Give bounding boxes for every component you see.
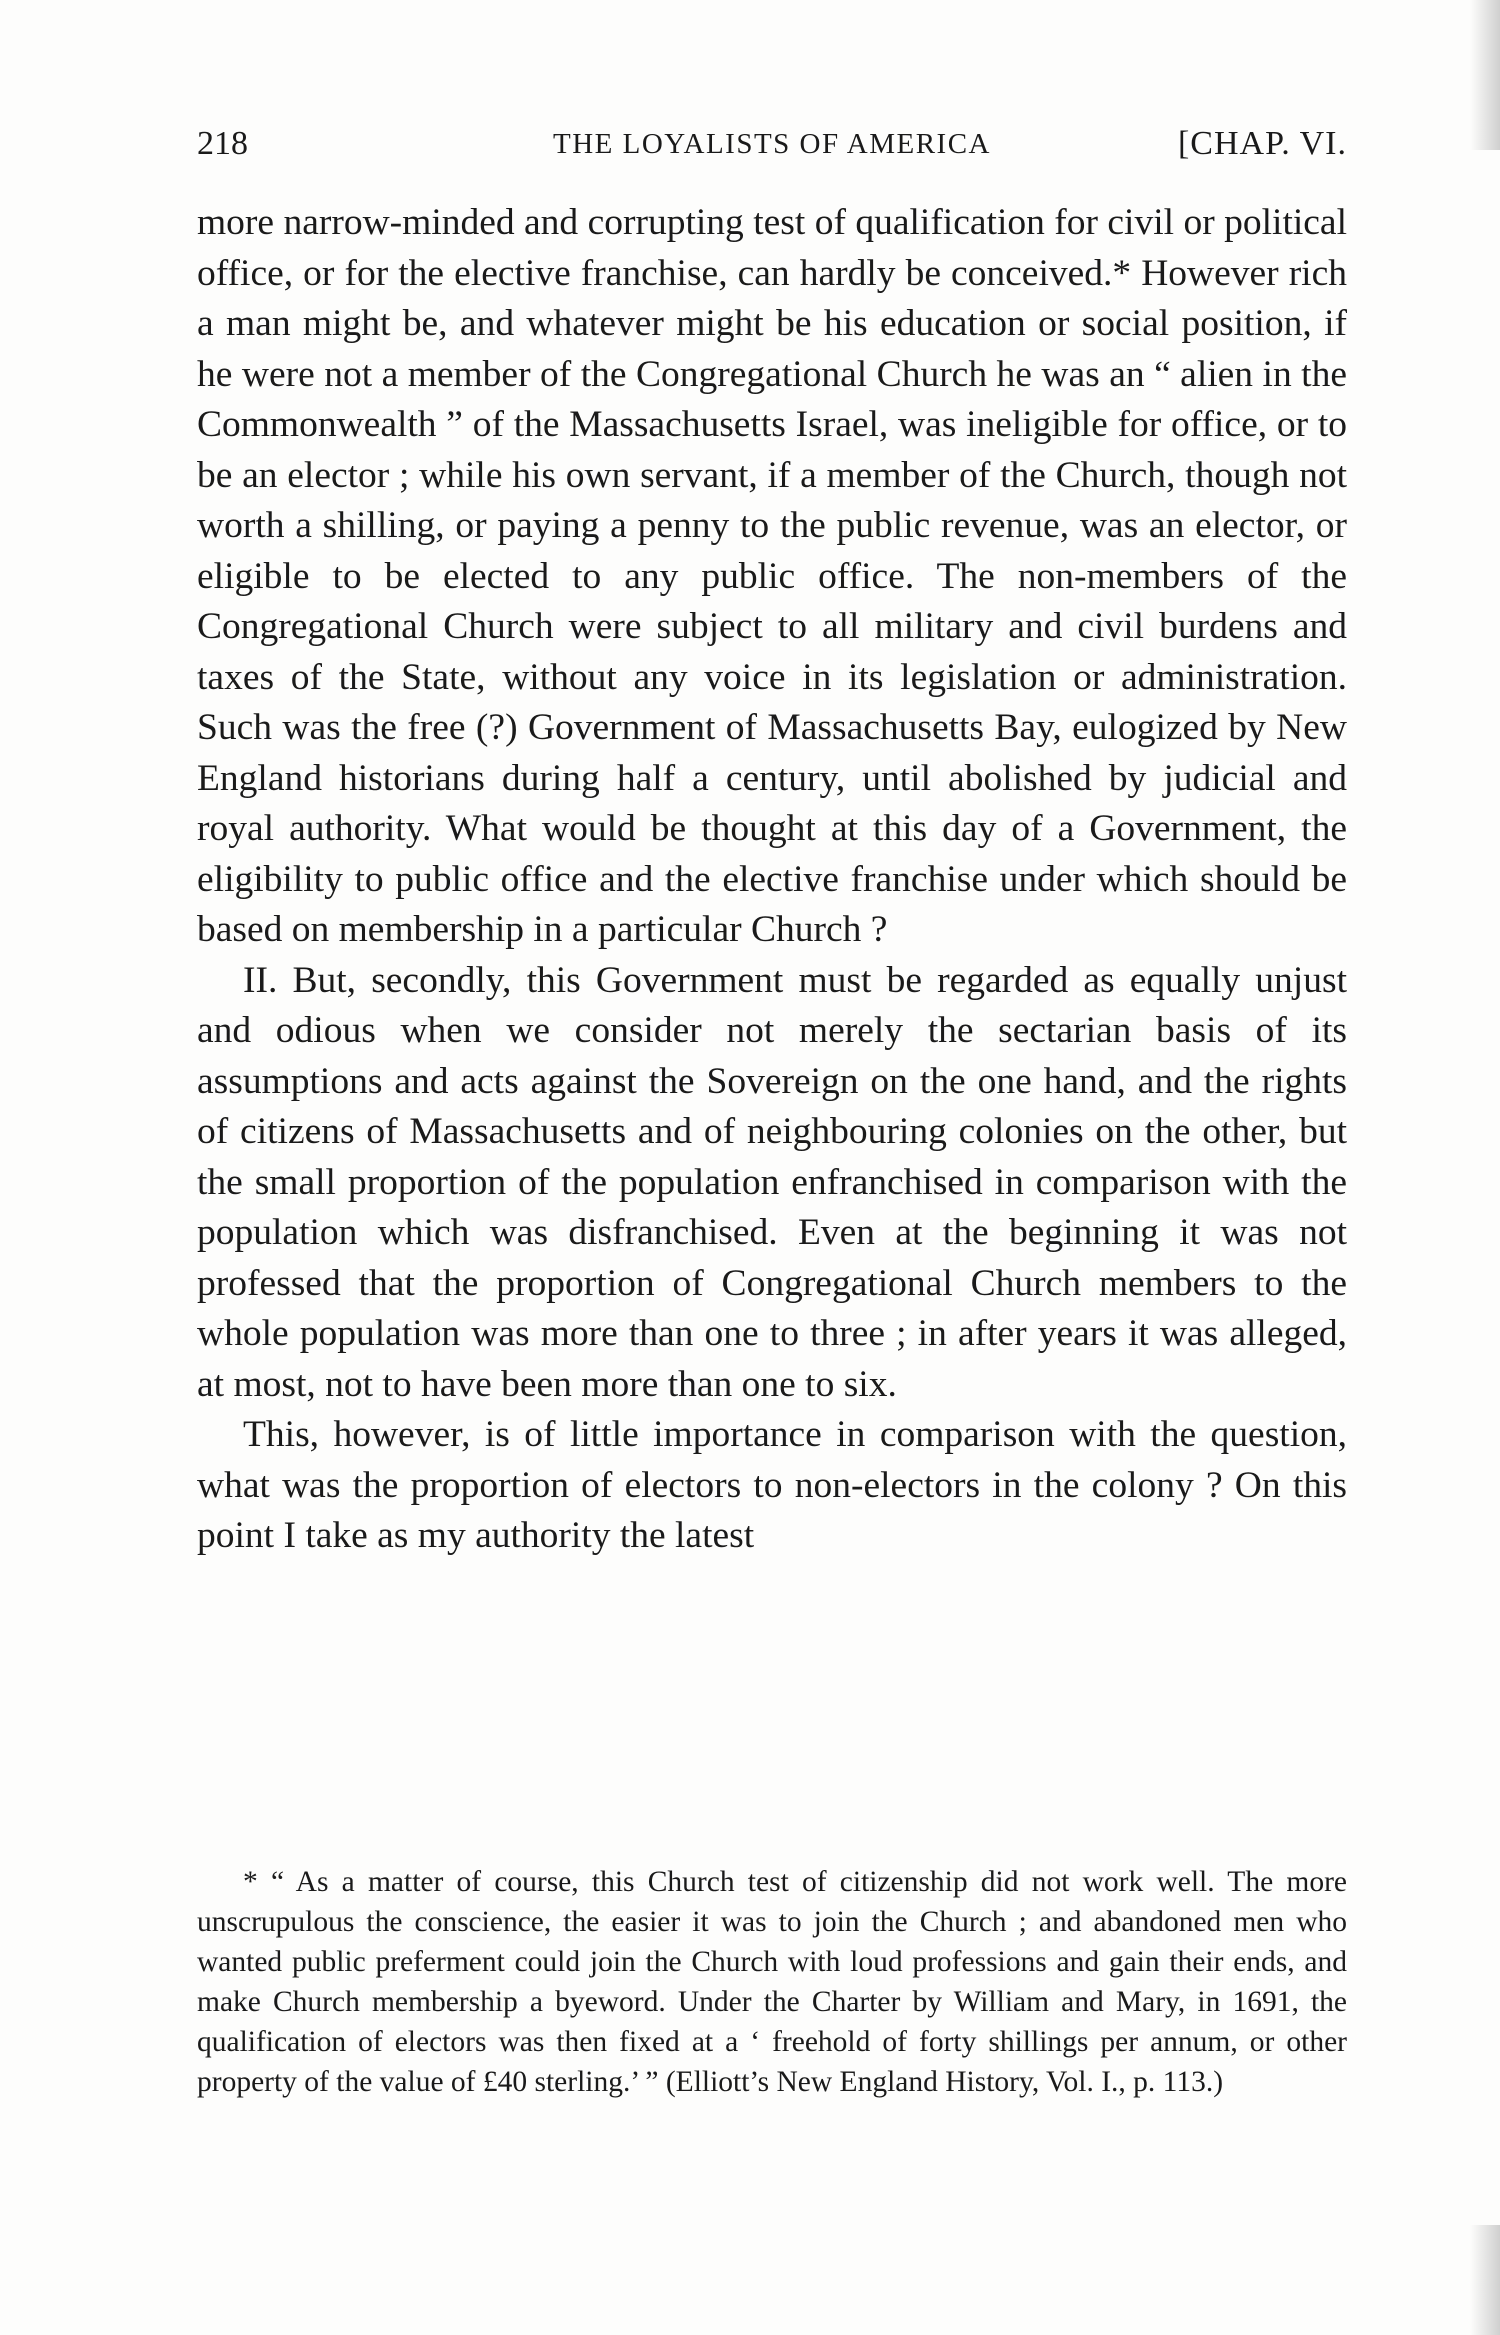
paragraph-1: more narrow-minded and corrupting test of qualification for civil or political office, or for the elective franchise, can hardly be conceived.* However rich a man might be, and whatever might be his education or social position, if he were not a member of the Congregational Church he was an “ alien in the Commonwealth ” of the Massachusetts Israel, was ineligible for office, or to be an elector ; while his own servant, if a member of the Church, though not worth a shilling, or paying a penny to the public revenue, was an elector, or eligible to be elected to any public office. The non-members of the Congregational Church were subject to all military and civil burdens and taxes of the State, without any voice in its legislation or administration. Such was the free (?) Government of Massachusetts Bay, eulogized by New England historians during half a century, until abolished by judicial and royal authority. What would be thought at this day of a Government, the eligibility to public office and the elective franchise under which should be based on membership in a particular Church ? <box>197 202 1347 950</box>
footnote-text: * “ As a matter of course, this Church test of citizenship did not work well. The more unscrupulous the conscience, the easier it was to join the Church ; and abandoned men who wanted public preferment could join the Church with loud professions and gain their ends, and make Church membership a byeword. Under the Charter by William and Mary, in 1691, the qualification of electors was then fixed at a ‘ freehold of forty shillings per annum, or other property of the value of £40 sterling.’ ” (Elliott’s New England History, Vol. I., p. 113.) <box>197 1866 1347 2098</box>
page-header <box>197 125 1347 175</box>
page-edge-shadow-bottom <box>1470 2225 1500 2335</box>
chapter-label: [CHAP. VI. <box>1177 125 1347 162</box>
footnote <box>197 1862 1347 2102</box>
running-title: THE LOYALISTS OF AMERICA <box>553 128 991 160</box>
page-number: 218 <box>197 125 248 162</box>
main-text <box>197 198 1347 1562</box>
page-edge-shadow-top <box>1470 0 1500 150</box>
paragraph-2: II. But, secondly, this Government must be regarded as equally unjust and odious when we consider not merely the sectarian basis of its assumptions and acts against the Sovereign on the one hand, and the rights of citizens of Massachusetts and of neighbouring colonies on the other, but the small proportion of the population enfranchised in comparison with the population which was disfranchised. Even at the beginning it was not professed that the proportion of Congregational Church members to the whole population was more than one to three ; in after years it was alleged, at most, not to have been more than one to six. <box>197 959 1347 1405</box>
paragraph-3: This, however, is of little importance in comparison with the question, what was the proportion of electors to non-electors in the colony ? On this point I take as my authority the latest <box>197 1414 1347 1556</box>
